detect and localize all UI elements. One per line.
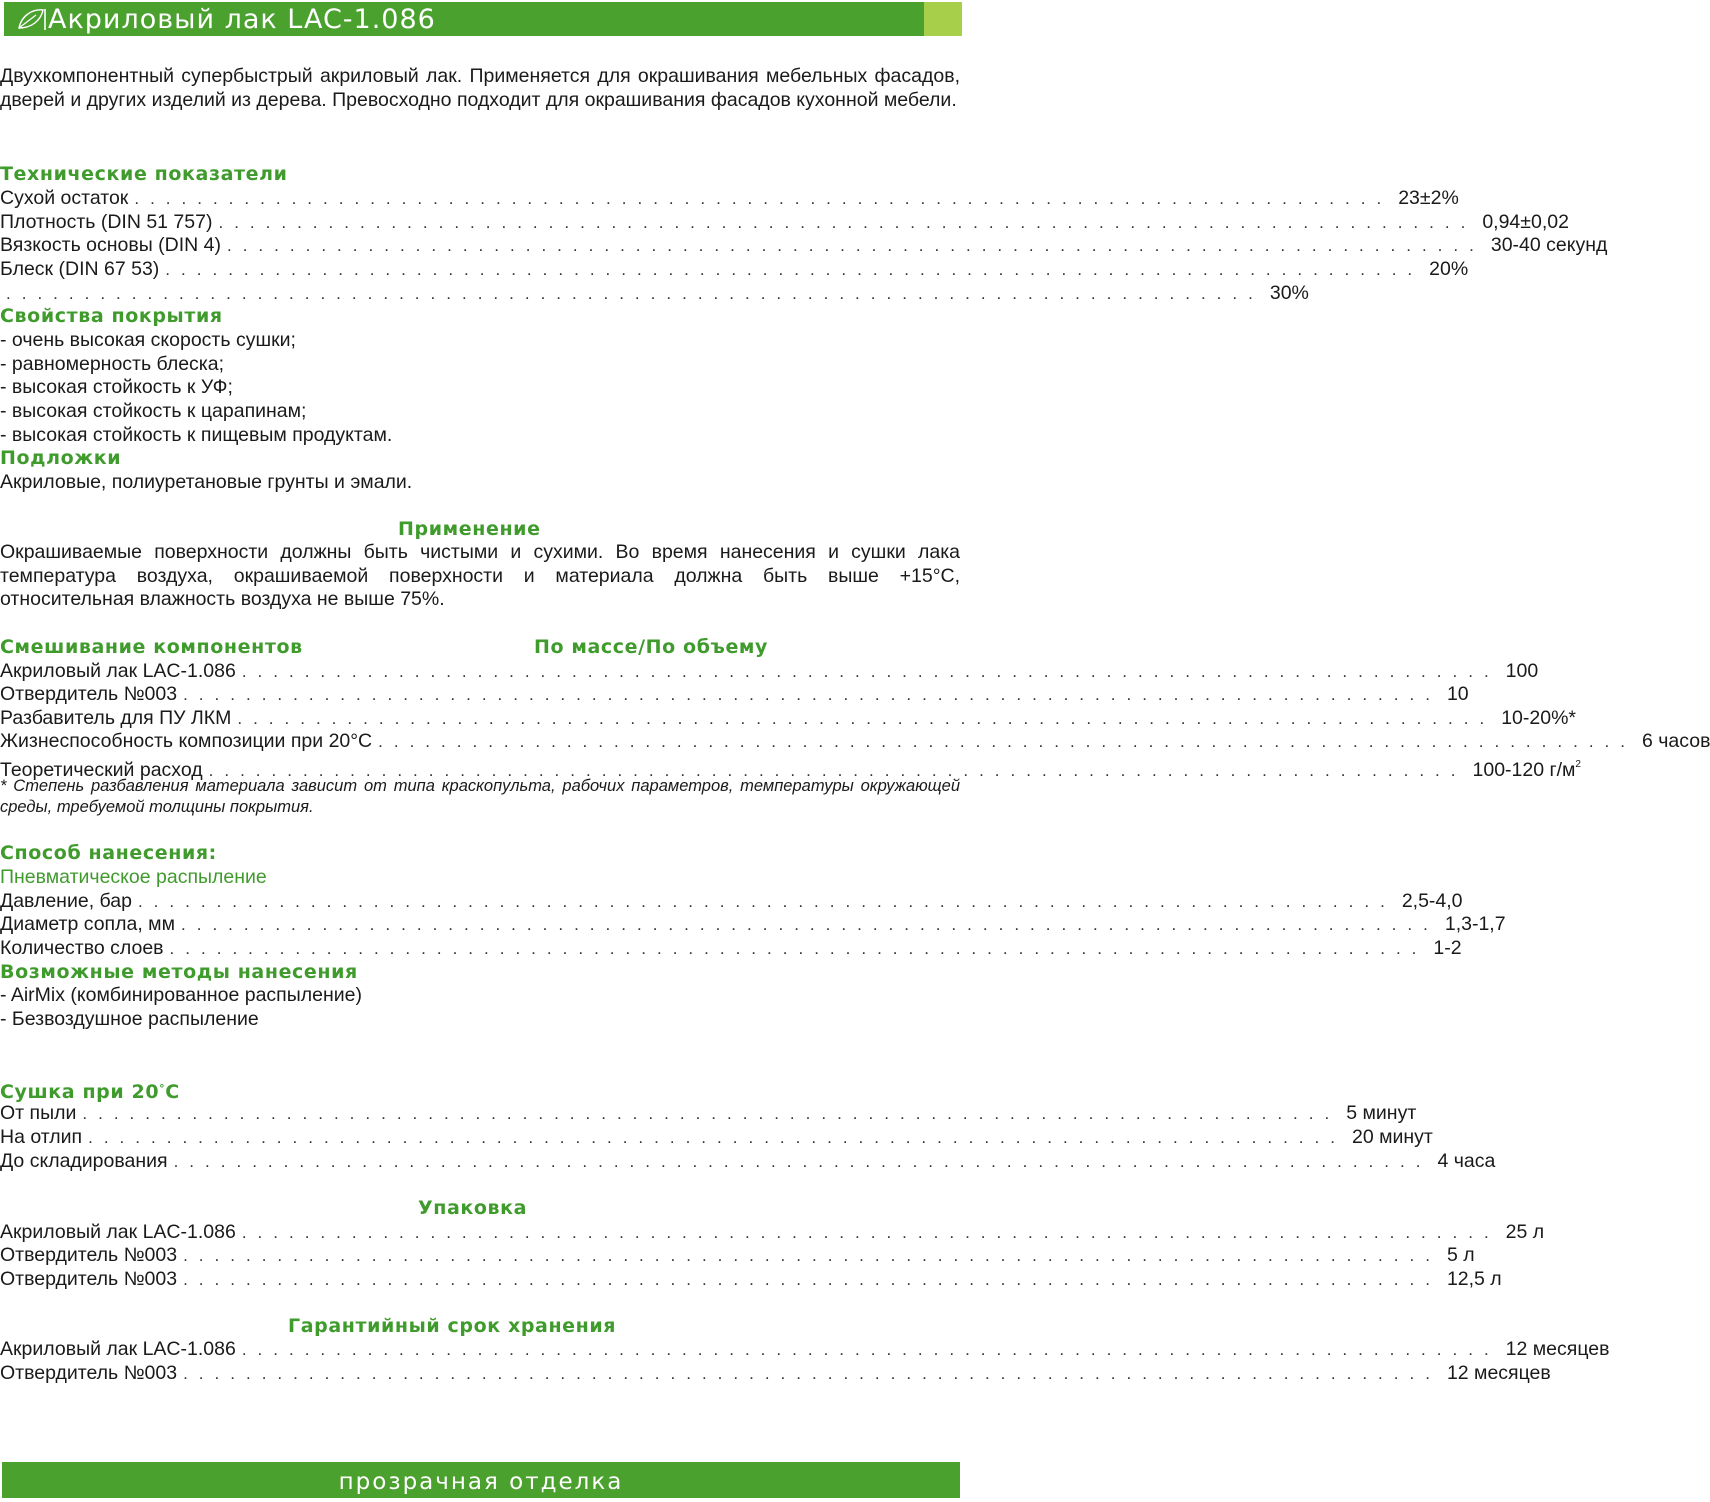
table-row [0,1267,1502,1291]
dot-leader: ................................................................................ [183,1364,1441,1383]
dot-leader: ................................................................................ [169,939,1428,958]
table-row [0,210,1569,234]
table-row [0,889,1463,913]
table-row [0,1243,1475,1267]
row-value: 4 часа [1437,1150,1496,1172]
dot-leader: ................................................................................ [241,662,1500,681]
dilution-footnote: * Степень разбавления материала зависит от типа краскопульта, рабочих параметров, температуры окружающей среды, требуемой толщины покрытия. [0,777,960,816]
row-label: До складирования [0,1150,168,1172]
substrates-text: Акриловые, полиуретановые грунты и эмали. [0,471,413,493]
packaging-heading: Упаковка [418,1197,528,1219]
row-label: Теоретический расход [0,759,203,781]
table-row [0,659,1539,683]
row-label: Отвердитель №003 [0,683,178,705]
row-value: 100 [1505,660,1539,682]
row-label: Отвердитель №003 [0,1268,178,1290]
storage-heading: Гарантийный срок хранения [288,1315,617,1337]
table-row [0,936,1462,960]
dot-leader: ................................................................................ [183,1270,1441,1289]
intro-paragraph: Двухкомпонентный супербыстрый акриловый лак. Применяется для окрашивания мебельных фасадов, дверей и других изделий из дерева. Превосходно подходит для окрашивания фасадов кухонной мебели. [0,65,960,111]
row-value: 12 месяцев [1505,1338,1610,1360]
row-label: Давление, бар [0,890,132,912]
dot-leader: ................................................................................ [378,732,1636,751]
list-item: - высокая стойкость к пищевым продуктам. [0,424,393,446]
list-item: - Безвоздушное распыление [0,1008,259,1030]
list-item: - очень высокая скорость сушки; [0,329,296,351]
dot-leader: ................................................................................ [134,189,1393,208]
dot-leader: ................................................................................ [237,709,1496,728]
table-row [0,1149,1496,1173]
table-row [0,1220,1545,1244]
dot-leader: ................................................................................ [218,213,1477,232]
row-label: На отлип [0,1126,83,1148]
row-label: Отвердитель №003 [0,1244,178,1266]
dot-leader: ................................................................................ [183,685,1441,704]
row-label: Отвердитель №003 [0,1362,178,1384]
mixing-heading: Смешивание компонентов [0,636,303,658]
list-item: - AirMix (комбинированное распыление) [0,984,362,1006]
row-label: Разбавитель для ПУ ЛКМ [0,707,232,729]
row-value: 10-20%* [1501,707,1577,729]
row-value: 0,94±0,02 [1482,211,1569,233]
method-heading: Способ нанесения: [0,842,217,864]
dot-leader: ................................................................................ [208,761,1467,780]
table-row [0,682,1469,706]
title-banner [4,2,924,36]
table-row [0,1125,1433,1149]
page-title: Акриловый лак LAC-1.086 [48,3,436,35]
application-paragraph: Окрашиваемые поверхности должны быть чистыми и сухими. Во время нанесения и сушки лака температура воздуха, окрашиваемой поверхности и материала должна быть выше +15°С, относительная влажность воздуха не выше 75%. [0,541,960,610]
row-value: 5 минут [1346,1102,1417,1124]
list-item: - высокая стойкость к УФ; [0,376,233,398]
dot-leader: ................................................................................ [241,1223,1500,1242]
row-label: Жизнеспособность композиции при 20°С [0,730,373,752]
mixing-ratio-heading: По массе/По объему [534,636,769,658]
header-accent-block [924,2,962,36]
dot-leader: ................................................................................ [6,284,1264,303]
methods-heading: Возможные методы нанесения [0,961,358,983]
row-value: 12,5 л [1446,1268,1502,1290]
row-value: 30% [1269,282,1309,304]
row-label: Акриловый лак LAC-1.086 [0,660,236,682]
table-row [0,912,1506,936]
properties-heading: Свойства покрытия [0,305,223,327]
row-label: Акриловый лак LAC-1.086 [0,1338,236,1360]
dot-leader: ................................................................................ [137,892,1396,911]
table-row [0,706,1577,730]
row-value: 1-2 [1433,937,1462,959]
row-label: От пыли [0,1102,77,1124]
row-value: 30-40 секунд [1490,234,1608,256]
row-value: 2,5-4,0 [1401,890,1463,912]
table-row [0,233,1608,257]
row-value: 100-120 $г/м^2$ [1472,759,1581,781]
row-label: Акриловый лак LAC-1.086 [0,1221,236,1243]
row-label: Сухой остаток [0,187,129,209]
drying-heading: Сушка при 20°С [0,1081,180,1103]
dot-leader: ................................................................................ [183,1246,1441,1265]
dot-leader: ................................................................................ [173,1152,1432,1171]
table-row [0,281,1309,305]
row-label: Диаметр сопла, мм [0,913,175,935]
row-label: Количество слоев [0,937,164,959]
table-row [0,1337,1610,1361]
substrates-heading: Подложки [0,447,122,469]
table-row [0,257,1469,281]
row-value: 1,3-1,7 [1444,913,1506,935]
dot-leader: ................................................................................ [88,1128,1346,1147]
row-value: 6 часов [1642,730,1710,752]
list-item: - высокая стойкость к царапинам; [0,400,307,422]
table-row [0,186,1459,210]
leaf-icon [16,6,46,32]
dot-leader: ................................................................................ [226,236,1485,255]
row-label: Блеск (DIN 67 53) [0,258,160,280]
dot-leader: ................................................................................ [165,260,1424,279]
row-value: 23±2% [1398,187,1459,209]
superscript: 2 [1575,759,1581,770]
row-value: 5 л [1446,1244,1475,1266]
table-row [0,753,1581,781]
row-label: Вязкость основы (DIN 4) [0,234,221,256]
table-row [0,1101,1417,1125]
row-value: 12 месяцев [1446,1362,1551,1384]
row-label: Плотность (DIN 51 757) [0,211,213,233]
application-heading: Применение [398,518,541,540]
table-row [0,1361,1551,1385]
dot-leader: ................................................................................ [241,1340,1500,1359]
dot-leader: ................................................................................ [82,1104,1341,1123]
table-row [0,729,1710,753]
row-value: 20% [1429,258,1469,280]
row-value: 10 [1446,683,1469,705]
row-value: 25 л [1505,1221,1545,1243]
list-item: - равномерность блеска; [0,353,225,375]
method-subheading: Пневматическое распыление [0,866,267,888]
footer-banner: прозрачная отделка [2,1462,960,1498]
tech-heading: Технические показатели [0,163,288,185]
row-value: 20 минут [1351,1126,1433,1148]
dot-leader: ................................................................................ [181,915,1439,934]
